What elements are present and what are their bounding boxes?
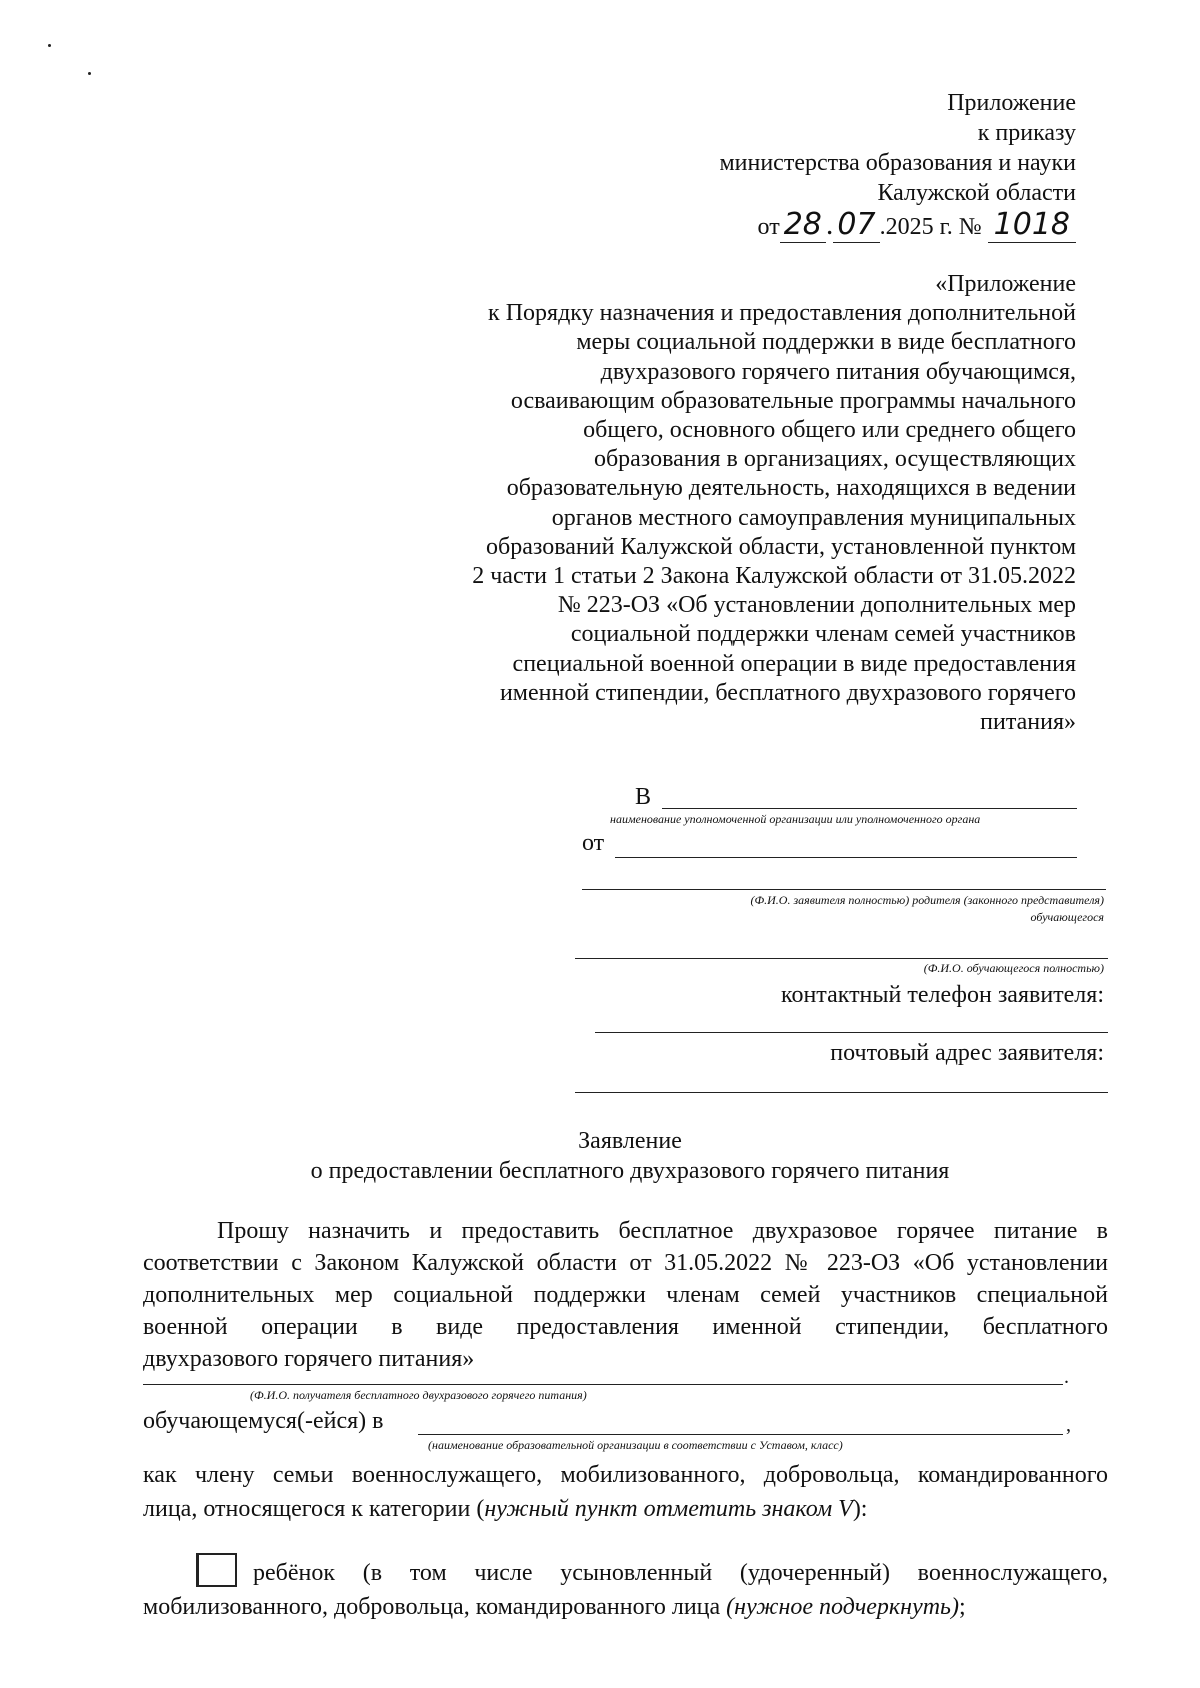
option-child-hint: (нужное подчеркнуть): [726, 1594, 959, 1620]
option-child: [143, 1556, 1108, 1624]
student-name-line: [575, 958, 1108, 959]
paragraph-line: дополнительных мер социальной поддержки членам семей участников специальной: [143, 1282, 1108, 1308]
order-prefix: от: [757, 214, 780, 240]
option-child-line-2: [143, 1590, 1108, 1624]
category-intro: [143, 1458, 1108, 1526]
order-number: 1018: [988, 207, 1076, 243]
paragraph-line: соответствии с Законом Калужской области от 31.05.2022 № 223-ОЗ «Об установлении: [143, 1250, 1108, 1276]
recipient-caption: (Ф.И.О. получателя бесплатного двухразового горячего питания): [250, 1388, 587, 1402]
appendix-line: осваивающим образовательные программы начального: [510, 387, 1076, 414]
request-paragraph: [143, 1215, 1108, 1375]
order-year: .2025 г. №: [879, 214, 982, 240]
applicant-name-line-2: [582, 889, 1106, 890]
order-date-month: 07: [833, 207, 879, 243]
to-label: В: [635, 784, 652, 810]
document-title: Заявление: [578, 1128, 682, 1154]
applicant-caption-2: обучающегося: [1030, 910, 1104, 924]
appendix-line: образования в организациях, осуществляющих: [593, 446, 1076, 473]
appendix-line: двухразового горячего питания обучающимся,: [600, 358, 1076, 385]
phone-line: [595, 1032, 1108, 1033]
scan-speck: [48, 44, 51, 47]
organization-caption: (наименование образовательной организации в соответствии с Уставом, класс): [428, 1438, 843, 1452]
student-caption: (Ф.И.О. обучающегося полностью): [923, 961, 1104, 975]
appendix-line: меры социальной поддержки в виде бесплатного: [576, 329, 1076, 356]
organization-line: [418, 1434, 1063, 1435]
appendix-line: образовательную деятельность, находящихся в ведении: [506, 475, 1076, 502]
paragraph-line: Прошу назначить и предоставить бесплатное двухразовое горячее питание в: [217, 1218, 1108, 1244]
appendix-line: общего, основного общего или среднего общего: [583, 417, 1076, 444]
category-intro-line: как члену семьи военнослужащего, мобилизованного, добровольца, командированного: [143, 1462, 1108, 1488]
applicant-caption: (Ф.И.О. заявителя полностью) родителя (законного представителя): [750, 893, 1104, 907]
appendix-line: именной стипендии, бесплатного двухразового горячего: [499, 679, 1076, 706]
to-caption: наименование уполномоченной организации или уполномоченного органа: [610, 812, 981, 826]
organization-line-comma: ,: [1066, 1414, 1071, 1436]
appendix-line: органов местного самоуправления муниципальных: [551, 504, 1076, 531]
paragraph-line: военной операции в виде предоставления именной стипендии, бесплатного: [143, 1314, 1108, 1340]
to-organization-line: [662, 808, 1077, 809]
category-intro-end: ):: [852, 1496, 868, 1522]
header-line: к приказу: [977, 120, 1076, 146]
appendix-block: [276, 270, 1076, 737]
appendix-line: питания»: [980, 709, 1076, 736]
student-label: обучающемуся(-ейся) в: [143, 1408, 384, 1434]
category-intro-line-2: [143, 1492, 1108, 1526]
header-line: Калужской области: [877, 180, 1076, 206]
phone-label: контактный телефон заявителя:: [781, 982, 1104, 1008]
header-block: [476, 88, 1076, 242]
paragraph-line: двухразового горячего питания»: [143, 1346, 475, 1372]
category-intro-hint: нужный пункт отметить знаком V: [484, 1496, 853, 1522]
appendix-line: к Порядку назначения и предоставления дополнительной: [488, 300, 1076, 327]
address-line: [575, 1092, 1108, 1093]
appendix-line: 2 части 1 статьи 2 Закона Калужской области от 31.05.2022: [472, 563, 1076, 590]
option-child-line: ребёнок (в том числе усыновленный (удочеренный) военнослужащего,: [253, 1560, 1108, 1586]
option-child-end: ;: [958, 1594, 966, 1620]
order-line: от 28 . 07 .2025 г. № 1018: [476, 210, 1076, 242]
scan-speck: [88, 72, 91, 75]
recipient-name-line: [143, 1384, 1063, 1385]
order-date-day: 28: [780, 207, 826, 243]
from-label: от: [582, 830, 605, 856]
applicant-name-line: [615, 857, 1077, 858]
document-subtitle: о предоставлении бесплатного двухразового горячего питания: [310, 1158, 950, 1184]
recipient-line-comma: .: [1064, 1366, 1069, 1388]
appendix-line: социальной поддержки членам семей участников: [570, 621, 1076, 648]
appendix-line: «Приложение: [935, 271, 1076, 297]
appendix-line: № 223-ОЗ «Об установлении дополнительных мер: [557, 592, 1076, 619]
header-line: Приложение: [947, 90, 1076, 116]
header-line: министерства образования и науки: [719, 150, 1076, 176]
category-intro-text: лица, относящегося к категории (: [143, 1496, 485, 1522]
appendix-line: образований Калужской области, установленной пунктом: [486, 533, 1076, 560]
option-child-text: мобилизованного, добровольца, командированного лица: [143, 1594, 727, 1620]
appendix-line: специальной военной операции в виде предоставления: [512, 650, 1076, 677]
address-label: почтовый адрес заявителя:: [830, 1040, 1104, 1066]
